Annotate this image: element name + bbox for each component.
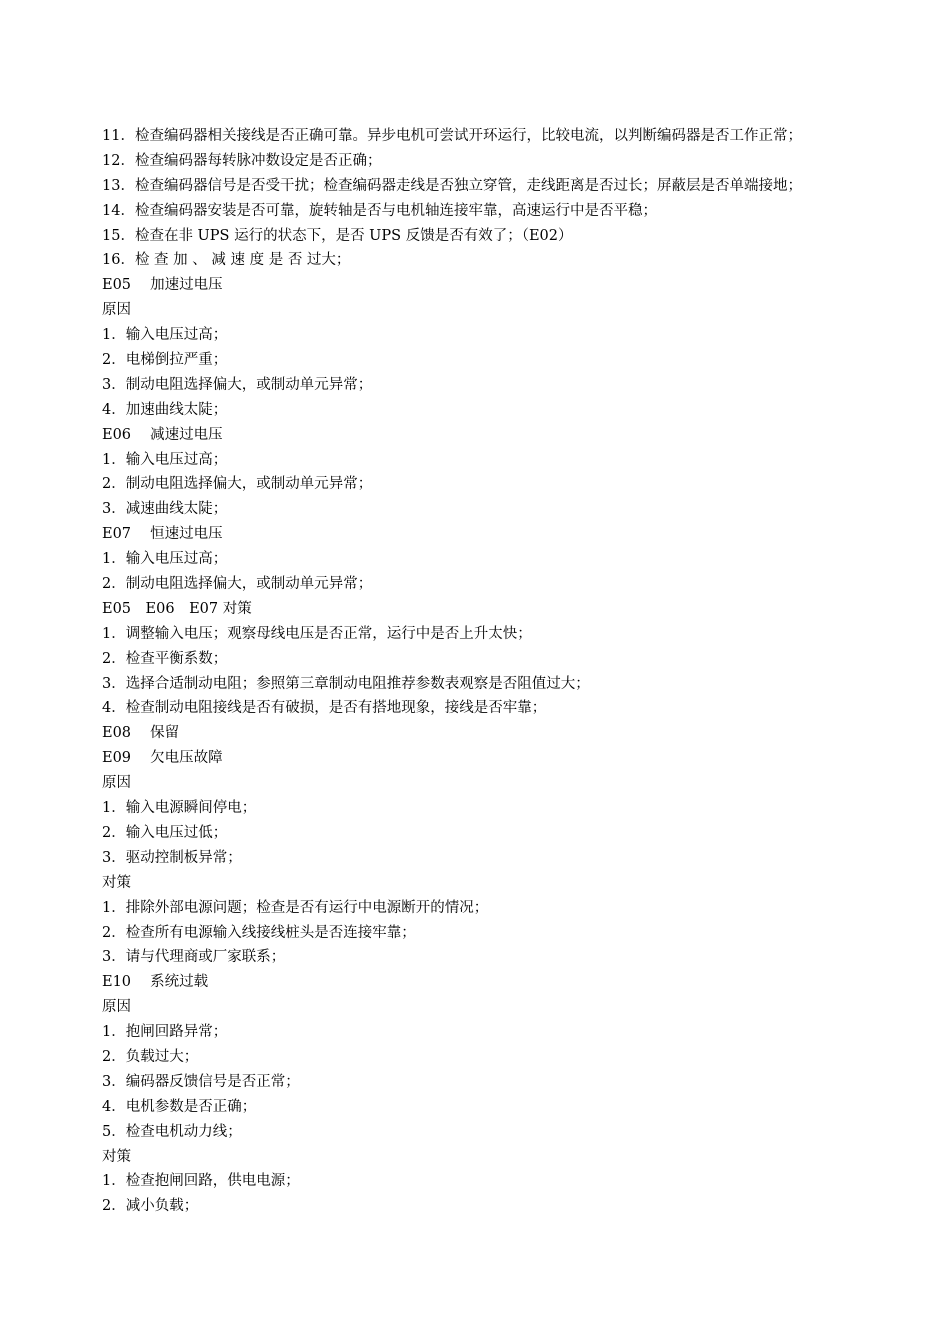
section-heading-e08: E08 保留: [102, 725, 180, 742]
text-line: 3．编码器反馈信号是否正常；: [102, 1073, 300, 1090]
text-line: 1．检查抱闸回路，供电电源；: [102, 1173, 300, 1190]
text-line: 4．检查制动电阻接线是否有破损，是否有搭地现象，接线是否牢靠；: [102, 700, 547, 717]
subheading-cause: 原因: [102, 775, 131, 792]
subheading-cause: 原因: [102, 302, 131, 319]
section-heading-e05-e06-e07-solution: E05 E06 E07 对策: [102, 600, 252, 617]
text-line: 3．请与代理商或厂家联系；: [102, 949, 286, 966]
text-line: 1．输入电压过高；: [102, 327, 228, 344]
section-heading-e06: E06 减速过电压: [102, 426, 223, 443]
text-line: 1．排除外部电源问题；检查是否有运行中电源断开的情况；: [102, 899, 489, 916]
text-line: 1．输入电压过高；: [102, 551, 228, 568]
text-line: 3．制动电阻选择偏大，或制动单元异常；: [102, 376, 373, 393]
text-line: 2．制动电阻选择偏大，或制动单元异常；: [102, 576, 373, 593]
text-line: 4．电机参数是否正确；: [102, 1098, 257, 1115]
text-line: 2．输入电压过低；: [102, 824, 228, 841]
text-line: 4．加速曲线太陡；: [102, 401, 228, 418]
text-line: 11．检查编码器相关接线是否正确可靠。异步电机可尝试开环运行，比较电流，以判断编码器是否工作正常；: [102, 128, 802, 144]
text-line: 15．检查在非 UPS 运行的状态下，是否 UPS 反馈是否有效了；（E02）: [102, 227, 573, 244]
subheading-solution: 对策: [102, 1148, 131, 1165]
text-line: 2．检查所有电源输入线接线桩头是否连接牢靠；: [102, 924, 416, 941]
text-line: 14．检查编码器安装是否可靠，旋转轴是否与电机轴连接牢靠，高速运行中是否平稳；: [102, 202, 657, 219]
text-line: 2．制动电阻选择偏大，或制动单元异常；: [102, 476, 373, 493]
text-line: 1．调整输入电压；观察母线电压是否正常，运行中是否上升太快；: [102, 625, 532, 642]
text-line: 5．检查电机动力线；: [102, 1123, 242, 1140]
text-line: 1．输入电压过高；: [102, 451, 228, 468]
section-heading-e09: E09 欠电压故障: [102, 750, 223, 767]
text-line: 3．减速曲线太陡；: [102, 501, 228, 518]
subheading-cause: 原因: [102, 999, 131, 1016]
text-line: 1．输入电源瞬间停电；: [102, 800, 257, 817]
text-line: 13．检查编码器信号是否受干扰；检查编码器走线是否独立穿管，走线距离是否过长；屏蔽层是否单端接地；: [102, 177, 802, 194]
text-line: 2．电梯倒拉严重；: [102, 352, 228, 369]
text-line: 16．检 查 加 、 减 速 度 是 否 过大；: [102, 252, 351, 269]
section-heading-e10: E10 系统过载: [102, 974, 209, 991]
text-line: 2．检查平衡系数；: [102, 650, 228, 667]
text-line: 2．负载过大；: [102, 1048, 199, 1065]
text-line: 3．驱动控制板异常；: [102, 849, 242, 866]
subheading-solution: 对策: [102, 874, 131, 891]
text-line: 3．选择合适制动电阻；参照第三章制动电阻推荐参数表观察是否阻值过大；: [102, 675, 590, 692]
section-heading-e07: E07 恒速过电压: [102, 526, 223, 543]
section-heading-e05: E05 加速过电压: [102, 277, 223, 294]
document-body: [102, 124, 922, 1219]
text-line: 1．抱闸回路异常；: [102, 1024, 228, 1041]
text-line: 12．检查编码器每转脉冲数设定是否正确；: [102, 152, 382, 169]
text-line: 2．减小负载；: [102, 1198, 199, 1215]
